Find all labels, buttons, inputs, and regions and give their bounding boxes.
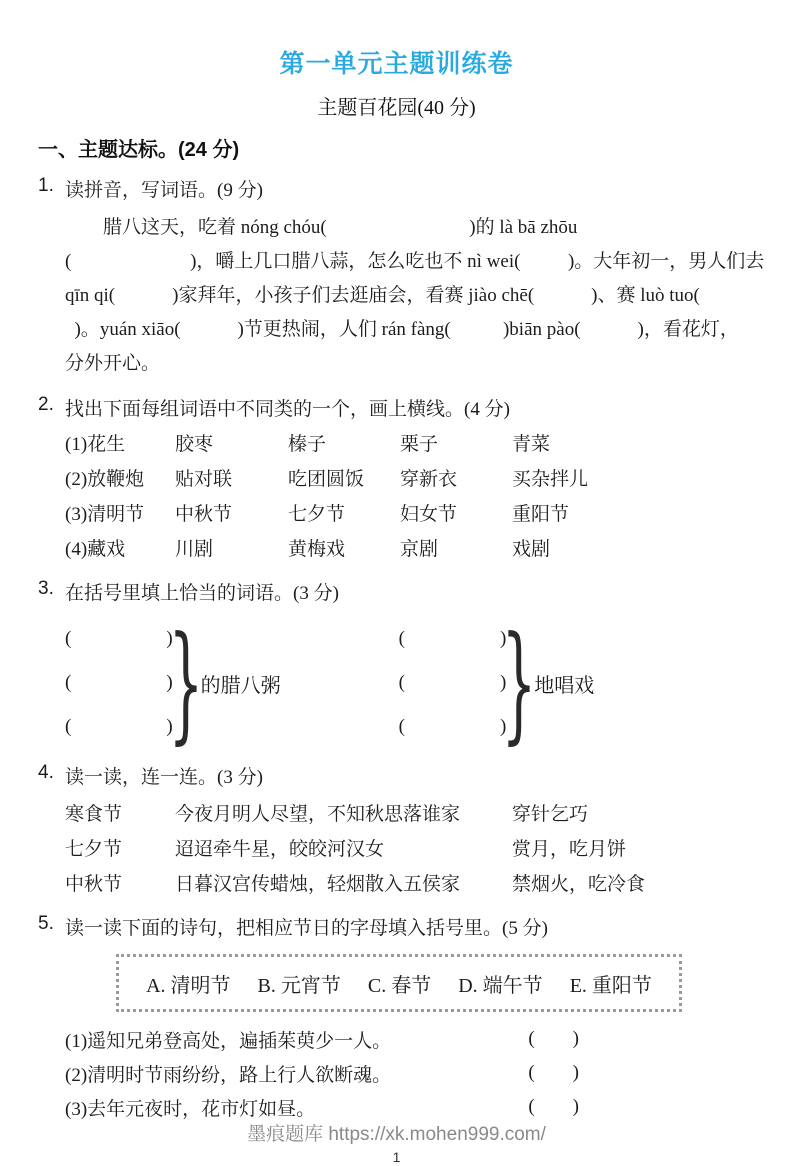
word-cell: (3)清明节 bbox=[65, 504, 145, 525]
custom-text: 穿针乞巧 bbox=[512, 804, 589, 825]
fill-group-sing-opera bbox=[398, 609, 595, 757]
question-2-word-groups bbox=[65, 425, 755, 565]
answer-blank: ( ) bbox=[528, 1028, 579, 1049]
passage-line: 腊八这天，吃着 nóng chóu( )的 là bā zhōu bbox=[65, 217, 578, 238]
poem-item-text: (2)清明时节雨纷纷，路上行人欲断魂。 bbox=[65, 1064, 392, 1086]
question-4-number: 4. bbox=[38, 762, 54, 783]
word-cell: 栗子 bbox=[400, 434, 439, 455]
question-5-heading bbox=[38, 913, 755, 940]
question-1-heading bbox=[38, 175, 755, 202]
question-3-heading bbox=[38, 578, 755, 605]
poem-item-text: (1)遥知兄弟登高处，遍插茱萸少一人。 bbox=[65, 1030, 392, 1052]
custom-text: 禁烟火，吃冷食 bbox=[512, 874, 646, 895]
festival-option: D. 端午节 bbox=[458, 974, 543, 997]
question-4-text: 读一读，连一连。(3 分) bbox=[65, 767, 263, 788]
blank-parentheses: ( ) bbox=[65, 628, 173, 649]
custom-text: 赏月，吃月饼 bbox=[512, 839, 627, 860]
poem-item bbox=[65, 1056, 579, 1090]
right-brace-icon: } bbox=[501, 609, 537, 757]
right-brace-icon: } bbox=[168, 609, 204, 757]
word-group-row bbox=[65, 530, 755, 565]
festival-option: C. 春节 bbox=[367, 974, 432, 997]
blank-parentheses: ( ) bbox=[398, 628, 507, 649]
word-cell: 京剧 bbox=[400, 539, 439, 560]
festival-option: B. 元宵节 bbox=[257, 974, 341, 997]
word-cell: 穿新衣 bbox=[400, 469, 458, 490]
passage-line: )。yuán xiāo( )节更热闹，人们 rán fàng( )biān pào( )，看花灯， bbox=[65, 319, 739, 340]
word-group-row bbox=[65, 425, 755, 460]
page-subtitle: 主题百花园(40 分) bbox=[317, 97, 476, 119]
matching-row bbox=[65, 795, 755, 830]
word-cell: 吃团圆饭 bbox=[288, 469, 365, 490]
section-heading: 一、主题达标。(24 分) bbox=[38, 139, 240, 161]
word-cell: 青菜 bbox=[512, 434, 551, 455]
blank-parentheses: ( ) bbox=[398, 716, 507, 737]
question-3-fill-groups bbox=[65, 609, 755, 757]
poem-line: 今夜月明人尽望，不知秋思落谁家 bbox=[175, 804, 461, 825]
word-cell: 重阳节 bbox=[512, 504, 570, 525]
question-3-number: 3. bbox=[38, 578, 54, 599]
festival-name: 七夕节 bbox=[65, 839, 123, 860]
word-cell: 黄梅戏 bbox=[288, 539, 346, 560]
page-number: 1 bbox=[392, 1149, 401, 1165]
poem-line: 日暮汉宫传蜡烛，轻烟散入五侯家 bbox=[175, 874, 461, 895]
blank-column bbox=[399, 617, 507, 749]
fill-group-laba-porridge bbox=[65, 609, 281, 757]
word-cell: 川剧 bbox=[175, 539, 214, 560]
poem-item-text: (3)去年元夜时，花市灯如昼。 bbox=[65, 1098, 316, 1120]
word-cell: 贴对联 bbox=[175, 469, 233, 490]
question-2-text: 找出下面每组词语中不同类的一个，画上横线。(4 分) bbox=[65, 399, 510, 420]
question-5-text: 读一读下面的诗句，把相应节日的字母填入括号里。(5 分) bbox=[65, 918, 548, 939]
question-2-heading bbox=[38, 394, 755, 421]
passage-line: 分外开心。 bbox=[65, 353, 161, 374]
question-4-heading bbox=[38, 762, 755, 789]
word-cell: 戏剧 bbox=[512, 539, 551, 560]
word-group-row bbox=[65, 460, 755, 495]
word-cell: (4)藏戏 bbox=[65, 539, 126, 560]
question-1-number: 1. bbox=[38, 175, 54, 196]
festival-name: 中秋节 bbox=[65, 874, 123, 895]
question-4-matching bbox=[65, 795, 755, 900]
poem-line: 迢迢牵牛星，皎皎河汉女 bbox=[175, 839, 385, 860]
word-cell: 中秋节 bbox=[175, 504, 233, 525]
test-paper-page bbox=[0, 44, 793, 1166]
word-cell: 七夕节 bbox=[288, 504, 346, 525]
word-cell: (1)花生 bbox=[65, 434, 126, 455]
festival-option: E. 重阳节 bbox=[569, 974, 652, 997]
watermark-text: 墨痕题库 https://xk.mohen999.com/ bbox=[247, 1124, 546, 1145]
page-title: 第一单元主题训练卷 bbox=[279, 50, 514, 78]
festival-name: 寒食节 bbox=[65, 804, 123, 825]
fill-group-label: 的腊八粥 bbox=[200, 674, 281, 697]
word-cell: 胶枣 bbox=[175, 434, 214, 455]
festival-option: A. 清明节 bbox=[146, 974, 231, 997]
festival-options-box bbox=[116, 954, 682, 1012]
answer-blank: ( ) bbox=[528, 1096, 579, 1117]
word-group-row bbox=[65, 495, 755, 530]
question-5-items bbox=[65, 1022, 579, 1124]
blank-parentheses: ( ) bbox=[65, 716, 173, 737]
blank-parentheses: ( ) bbox=[65, 672, 173, 693]
question-3-text: 在括号里填上恰当的词语。(3 分) bbox=[65, 583, 339, 604]
matching-row bbox=[65, 830, 755, 865]
word-cell: 买杂拌儿 bbox=[512, 469, 589, 490]
fill-group-label: 地唱戏 bbox=[534, 674, 595, 697]
blank-column bbox=[65, 617, 173, 749]
poem-item bbox=[65, 1022, 579, 1056]
blank-parentheses: ( ) bbox=[398, 672, 507, 693]
word-cell: 榛子 bbox=[288, 434, 327, 455]
matching-row bbox=[65, 865, 755, 900]
question-2-number: 2. bbox=[38, 394, 54, 415]
answer-blank: ( ) bbox=[528, 1062, 579, 1083]
question-1-passage bbox=[65, 211, 765, 381]
passage-line: ( )，嚼上几口腊八蒜，怎么吃也不 nì wei( )。大年初一，男人们去 bbox=[65, 251, 765, 272]
passage-line: qīn qi( )家拜年，小孩子们去逛庙会，看赛 jiào chē( )、赛 luò tuo( bbox=[65, 285, 700, 306]
question-5-number: 5. bbox=[38, 913, 54, 934]
word-cell: 妇女节 bbox=[400, 504, 458, 525]
word-cell: (2)放鞭炮 bbox=[65, 469, 145, 490]
question-1-text: 读拼音，写词语。(9 分) bbox=[65, 180, 263, 201]
